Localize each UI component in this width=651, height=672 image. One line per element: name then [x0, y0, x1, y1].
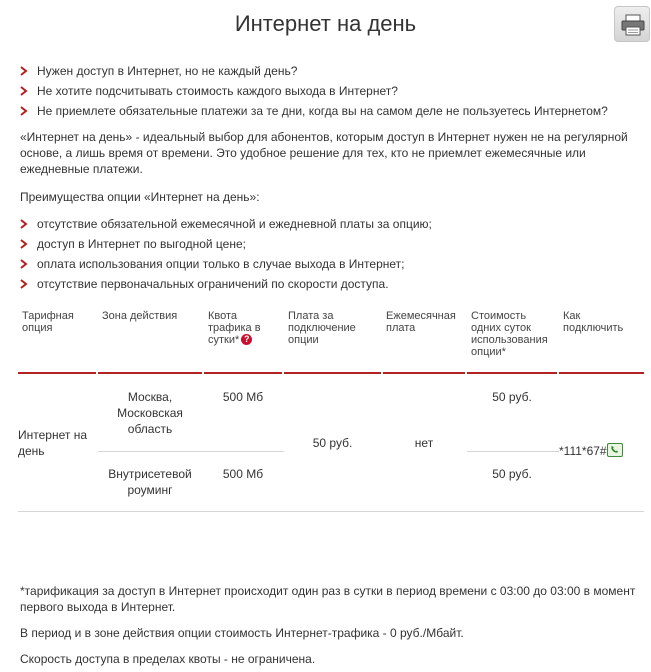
header-divider	[18, 372, 96, 374]
list-item	[20, 103, 608, 123]
list-item	[20, 236, 432, 256]
option-name: Интернет на день	[18, 428, 87, 458]
printer-icon	[621, 14, 645, 36]
header-how-to-connect: Как подключить	[563, 310, 624, 334]
header-connection-fee: Плата за подключение опции	[288, 310, 356, 346]
chevron-right-icon	[20, 106, 28, 116]
quota-cell: 500 Мб	[222, 390, 264, 404]
list-item	[20, 63, 608, 83]
chevron-right-icon	[20, 279, 28, 289]
list-item	[20, 276, 432, 296]
ussd-code: *111*67#	[559, 444, 607, 458]
question-text: Нужен доступ в Интернет, но не каждый день?	[37, 64, 298, 78]
ussd-cell	[559, 443, 644, 459]
connection-fee-cell: 50 руб.	[312, 436, 353, 450]
footnote: *тарификация за доступ в Интернет происходит один раз в сутки в период времени с 03:00 до 03:00 в момент первого выхода в Интернет.	[20, 584, 636, 614]
monthly-fee-cell: нет	[414, 436, 434, 450]
question-text: Не хотите подсчитывать стоимость каждого выхода в Интернет?	[37, 84, 398, 98]
list-item	[20, 256, 432, 276]
chevron-right-icon	[20, 86, 28, 96]
header-zone: Зона действия	[102, 310, 178, 322]
page-title: Интернет на день	[234, 11, 417, 36]
tariff-table	[18, 300, 644, 515]
quota-cell: 500 Мб	[222, 467, 264, 481]
header-divider	[98, 372, 202, 374]
header-quota: Квота трафика в сутки* ?	[208, 310, 261, 346]
daily-cost-cell: 50 руб.	[492, 467, 532, 481]
chevron-right-icon	[20, 66, 28, 76]
chevron-right-icon	[20, 259, 28, 269]
header-divider	[204, 372, 282, 374]
zone-cell: Внутрисетевой роуминг	[108, 467, 192, 497]
phone-icon[interactable]	[607, 443, 623, 457]
intro-paragraph: «Интернет на день» - идеальный выбор для абонентов, которым доступ в Интернет нужен не на регулярной основе, а лишь время от времени. Это удобное решение для тех, кто не приемлет ежемесячные или ежедневные платежи.	[20, 130, 628, 176]
print-button[interactable]	[614, 6, 650, 42]
header-divider	[383, 372, 465, 374]
list-item	[20, 83, 608, 103]
chevron-right-icon	[20, 219, 28, 229]
advantage-text: доступ в Интернет по выгодной цене;	[37, 237, 246, 251]
questions-list	[20, 63, 608, 123]
advantage-text: отсутствие обязательной ежемесячной и ежедневной платы за опцию;	[37, 217, 432, 231]
zone-cell: Москва, Московская область	[117, 390, 183, 436]
header-monthly-fee: Ежемесячная плата	[386, 310, 456, 334]
daily-cost-cell: 50 руб.	[492, 390, 532, 404]
footnote: В период и в зоне действия опции стоимость Интернет-трафика - 0 руб./Мбайт.	[20, 626, 464, 640]
help-icon[interactable]: ?	[241, 334, 252, 345]
header-divider	[284, 372, 381, 374]
advantages-list	[20, 216, 432, 296]
question-text: Не приемлете обязательные платежи за те дни, когда вы на самом деле не пользуетесь Интернетом?	[37, 104, 608, 118]
header-divider	[559, 372, 644, 374]
row-divider	[467, 451, 559, 452]
advantage-text: оплата использования опции только в случае выхода в Интернет;	[37, 257, 405, 271]
footnote: Скорость доступа в пределах квоты - не ограничена.	[20, 652, 316, 666]
table-bottom-border	[18, 511, 644, 512]
header-daily-cost: Стоимость одних суток использования опции*	[471, 310, 548, 358]
list-item	[20, 216, 432, 236]
header-option: Тарифная опция	[22, 310, 74, 334]
chevron-right-icon	[20, 239, 28, 249]
advantages-title: Преимущества опции «Интернет на день»:	[20, 190, 260, 204]
header-divider	[467, 372, 557, 374]
row-divider	[98, 451, 284, 452]
advantage-text: отсутствие первоначальных ограничений по скорости доступа.	[37, 277, 389, 291]
